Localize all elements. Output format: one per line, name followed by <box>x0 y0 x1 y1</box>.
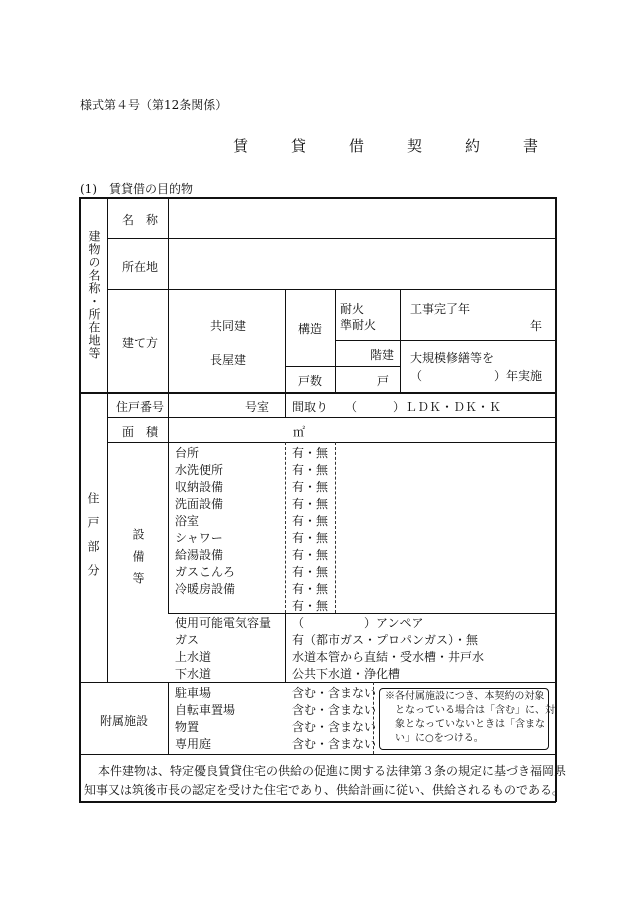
facilities-label: 附属施設 <box>100 714 149 728</box>
equipment-item: ガスこんろ <box>175 565 236 579</box>
facility-value[interactable]: 含む・含まない <box>292 703 377 717</box>
facility-note-line: い」に○をつける。 <box>395 733 484 744</box>
utility-value[interactable]: 水道本管から直結・受水槽・井戸水 <box>292 650 485 664</box>
utility-label: 上水道 <box>175 650 212 664</box>
facility-item: 自転車置場 <box>175 703 236 717</box>
layout-value[interactable]: （ ）ＬＤＫ・ＤＫ・Ｋ <box>345 400 502 414</box>
area-label: 面 積 <box>122 425 159 439</box>
utility-labels <box>175 615 271 683</box>
utility-value[interactable]: 有（都市ガス・プロパンガス）・無 <box>292 633 479 647</box>
equipment-value[interactable]: 有・無 <box>292 480 329 494</box>
unit-side-label: 住戸部分 <box>86 492 100 588</box>
equipment-item: 水洗便所 <box>175 463 224 477</box>
utility-value[interactable]: （ ）アンペア <box>292 616 424 630</box>
style-label: 建て方 <box>122 336 159 350</box>
area-unit: ㎡ <box>293 425 306 439</box>
facility-value[interactable]: 含む・含まない <box>292 737 377 751</box>
completion-suffix: 年 <box>530 319 543 333</box>
renovation-value[interactable]: （ ）年実施 <box>410 369 543 383</box>
name-label: 名 称 <box>122 213 159 227</box>
equipment-value[interactable]: 有・無 <box>292 531 329 545</box>
facility-item: 物置 <box>175 720 200 734</box>
facility-note <box>385 690 555 746</box>
facility-values <box>292 685 376 753</box>
style-option-1[interactable]: 共同建 <box>210 319 247 333</box>
equipment-item: 洗面設備 <box>175 497 224 511</box>
equipment-item: 収納設備 <box>175 480 224 494</box>
equipment-item: 冷暖房設備 <box>175 582 236 596</box>
unit-number-label: 住戸番号 <box>116 400 165 414</box>
utility-value[interactable]: 公共下水道・浄化槽 <box>292 667 401 681</box>
layout-label: 間取り <box>292 400 329 414</box>
document-title: 賃 貸 借 契 約 書 <box>233 137 553 155</box>
fire-option-1[interactable]: 耐火 <box>340 302 365 316</box>
equipment-item: シャワー <box>175 531 223 545</box>
units-suffix: 戸 <box>377 374 390 388</box>
facility-item: 駐車場 <box>175 686 212 700</box>
equipment-value[interactable]: 有・無 <box>292 565 329 579</box>
utility-values <box>292 615 484 683</box>
footer-note-line: 本件建物は、特定優良賃貸住宅の供給の促進に関する法律第３条の規定に基づき福岡県 <box>98 764 567 778</box>
renovation-label: 大規模修繕等を <box>410 351 495 365</box>
building-side-label: 建物の名称・所在地等 <box>87 230 101 360</box>
facility-value[interactable]: 含む・含まない <box>292 686 377 700</box>
footer-note <box>84 762 567 800</box>
section-heading: (1) 賃貸借の目的物 <box>80 182 193 196</box>
fire-option-2[interactable]: 準耐火 <box>340 318 377 332</box>
utility-label: 使用可能電気容量 <box>175 616 272 630</box>
equipment-label: 設備等 <box>131 528 145 594</box>
facility-note-line: となっている場合は「含む」に、対 <box>395 705 555 716</box>
equipment-item: 台所 <box>175 446 200 460</box>
utility-label: 下水道 <box>175 667 212 681</box>
equipment-item: 給湯設備 <box>175 548 224 562</box>
structure-label: 構造 <box>298 322 323 336</box>
floors-label: 階建 <box>370 348 395 362</box>
facility-item: 専用庭 <box>175 737 212 751</box>
equipment-value[interactable]: 有・無 <box>292 497 329 511</box>
equipment-values <box>292 445 328 615</box>
equipment-value[interactable]: 有・無 <box>292 599 329 613</box>
style-option-2[interactable]: 長屋建 <box>210 353 247 367</box>
facility-note-line: 象となっていないときは「含まな <box>395 719 545 730</box>
completion-label: 工事完了年 <box>410 302 471 316</box>
facility-note-line: ※各付属施設につき、本契約の対象 <box>385 691 545 702</box>
facility-items <box>175 685 235 753</box>
equipment-value[interactable]: 有・無 <box>292 582 329 596</box>
equipment-item: 浴室 <box>175 514 200 528</box>
facility-value[interactable]: 含む・含まない <box>292 720 377 734</box>
equipment-items <box>175 445 235 598</box>
equipment-value[interactable]: 有・無 <box>292 463 329 477</box>
utility-label: ガス <box>175 633 200 647</box>
location-label: 所在地 <box>122 260 159 274</box>
equipment-value[interactable]: 有・無 <box>292 446 329 460</box>
units-label: 戸数 <box>298 374 323 388</box>
form-number: 様式第４号（第12条関係） <box>80 98 228 112</box>
equipment-value[interactable]: 有・無 <box>292 514 329 528</box>
equipment-value[interactable]: 有・無 <box>292 548 329 562</box>
footer-note-line: 知事又は筑後市長の認定を受けた住宅であり、供給計画に従い、供給されるものである。 <box>84 783 565 797</box>
unit-number-suffix: 号室 <box>245 400 270 414</box>
